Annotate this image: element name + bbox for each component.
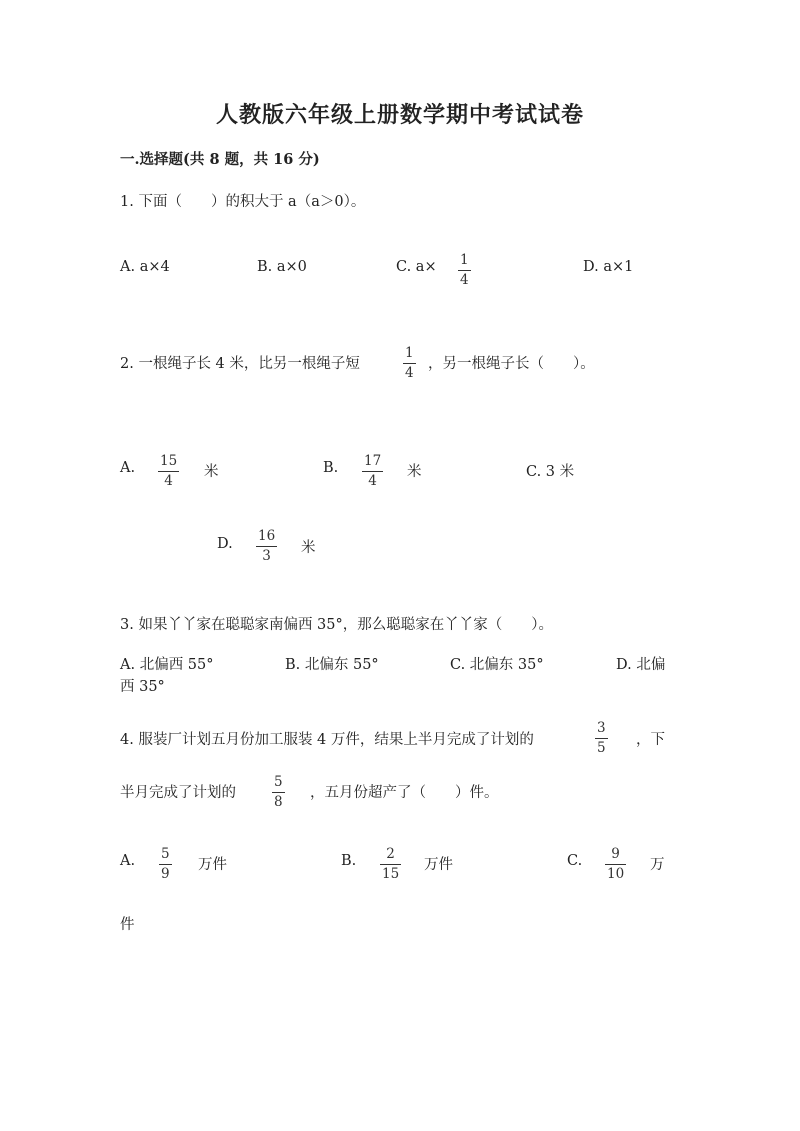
q1-option-c-fraction [458,254,471,287]
fraction-denominator: 3 [262,547,271,564]
fraction-denominator: 4 [405,364,414,381]
q2-option-a-label: A. [120,460,136,476]
q2-stem-fraction [403,347,416,380]
q3-option-d-line1: D. 北偏 [616,657,666,673]
q2-option-c: C. 3 米 [526,464,575,480]
q2-option-b-unit: 米 [407,464,422,480]
fraction-numerator: 3 [597,720,606,736]
q4-option-c-unit-line1: 万 [650,857,665,873]
fraction-denominator: 8 [274,793,283,810]
q4-option-a-label: A. [120,853,136,869]
fraction-numerator: 16 [258,528,276,544]
q2-option-b-label: B. [323,460,339,476]
q2-option-a-fraction [158,455,179,488]
q4-option-c-unit-line2: 件 [120,917,135,933]
q1-option-a: A. a×4 [120,259,170,275]
q2-option-b-fraction [362,455,383,488]
question-1-stem: 1. 下面（ ）的积大于 a（a＞0）。 [120,194,366,210]
fraction-numerator: 5 [161,846,170,862]
q2-option-a-unit: 米 [204,464,219,480]
fraction-numerator: 15 [160,453,178,469]
q2-option-d-label: D. [217,536,233,552]
q4-option-a-fraction [159,848,172,881]
page-title: 人教版六年级上册数学期中考试试卷 [215,102,584,128]
q4-option-a-unit: 万件 [198,857,227,873]
fraction-denominator: 5 [597,739,606,756]
q1-option-c: C. a× [396,259,437,275]
fraction-numerator: 17 [364,453,382,469]
q2-option-d-unit: 米 [301,540,316,556]
q1-option-d: D. a×1 [583,259,634,275]
q4-stem-fraction-2 [272,776,285,809]
fraction-denominator: 4 [460,271,469,288]
question-2-stem-start: 2. 一根绳子长 4 米，比另一根绳子短 [120,356,360,372]
question-4-stem-mid: ，下 [636,732,665,748]
q4-option-c-fraction [605,848,626,881]
q3-option-a: A. 北偏西 55° [120,657,214,673]
fraction-denominator: 4 [164,472,173,489]
q1-option-b: B. a×0 [257,259,307,275]
fraction-denominator: 10 [607,865,625,882]
fraction-numerator: 1 [460,252,469,268]
question-2-stem-end: ，另一根绳子长（ ）。 [428,356,595,372]
q3-option-d-line2: 西 35° [120,679,165,695]
q3-option-c: C. 北偏东 35° [450,657,544,673]
fraction-denominator: 15 [382,865,400,882]
fraction-denominator: 4 [368,472,377,489]
q3-option-b: B. 北偏东 55° [285,657,379,673]
q4-stem-fraction-1 [595,722,608,755]
fraction-denominator: 9 [161,865,170,882]
fraction-numerator: 5 [274,774,283,790]
fraction-numerator: 2 [386,846,395,862]
q2-option-d-fraction [256,530,277,563]
question-4-stem-line2: 半月完成了计划的 [120,785,236,801]
question-4-stem-end: ，五月份超产了（ ）件。 [310,785,499,801]
fraction-numerator: 9 [611,846,620,862]
fraction-numerator: 1 [405,345,414,361]
question-3-stem: 3. 如果丫丫家在聪聪家南偏西 35°，那么聪聪家在丫丫家（ ）。 [120,617,554,633]
q4-option-b-unit: 万件 [424,857,453,873]
question-4-stem-start: 4. 服装厂计划五月份加工服装 4 万件，结果上半月完成了计划的 [120,732,534,748]
q4-option-c-label: C. [567,853,583,869]
section-heading: 一.选择题(共 8 题，共 16 分) [120,151,320,168]
q4-option-b-label: B. [341,853,357,869]
q4-option-b-fraction [380,848,401,881]
